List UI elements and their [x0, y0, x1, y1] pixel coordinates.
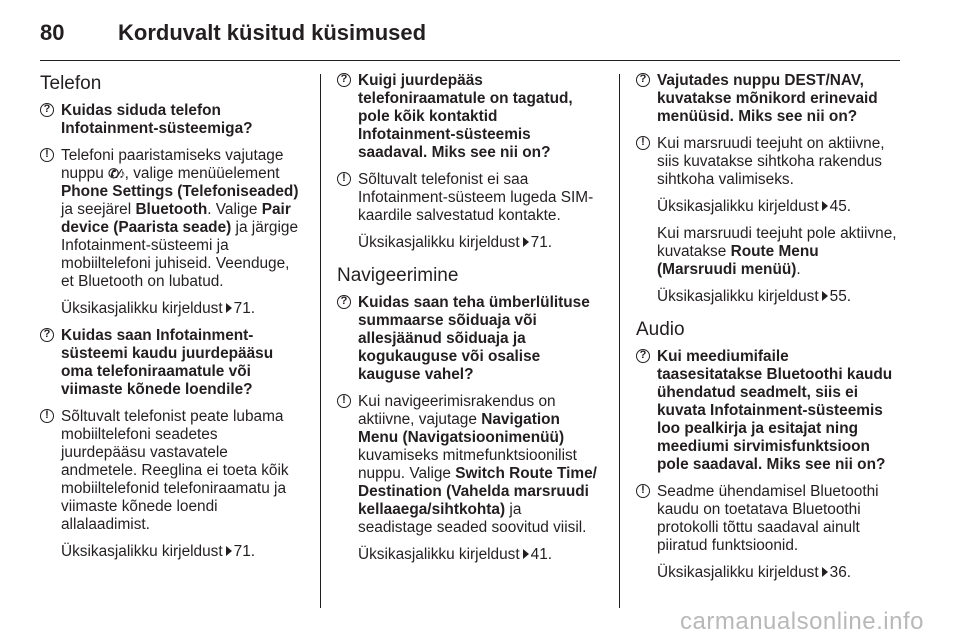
page-arrow-icon: [822, 201, 828, 211]
answer-item: ! Sõltuvalt telefonist ei saa Infotainment-süsteem lugeda SIM-kaardile salvestatud kontakte.: [337, 171, 599, 225]
reference-text: Üksikasjalikku kirjeldust 55.: [657, 288, 852, 305]
question-icon: ?: [40, 102, 61, 120]
question-item: ? Kuidas siduda telefon Infotainment-süsteemiga?: [40, 102, 302, 138]
exclamation-icon: !: [636, 135, 657, 153]
reference-text: Üksikasjalikku kirjeldust 71.: [358, 234, 553, 251]
exclamation-icon: !: [40, 408, 61, 426]
column-2: [337, 72, 599, 573]
question-icon: ?: [337, 294, 358, 312]
exclamation-icon: !: [337, 393, 358, 411]
reference-text: Üksikasjalikku kirjeldust 45.: [657, 198, 852, 215]
answer-item: ! Seadme ühendamisel Bluetoothi kaudu on toetatava Bluetoothi protokolli tõttu saadaval ainult piiratud funktsioonid.: [636, 483, 898, 555]
column-3: [636, 72, 898, 591]
question-item: ? Kui meediumifaile taasesitatakse Bluetoothi kaudu ühendatud seadmelt, siis ei kuvata Infotainment-süsteemis loo pealkirja ja esitajat ning meediumi sirvimisfunktsioon pole saadaval. Miks see nii on?: [636, 348, 898, 474]
page-arrow-icon: [822, 567, 828, 577]
page-number: 80: [40, 20, 65, 45]
question-item: ? Kuidas saan Infotainment-süsteemi kaudu juurdepääsu oma telefoniraamatule või viimaste kõnede loendile?: [40, 327, 302, 399]
section-title-navigeerimine: Navigeerimine: [337, 265, 459, 286]
page-title: Korduvalt küsitud küsimused: [118, 20, 427, 45]
section-title-telefon: Telefon: [40, 73, 102, 94]
section-title-audio: Audio: [636, 319, 685, 340]
reference-text: Üksikasjalikku kirjeldust 41.: [358, 546, 553, 563]
exclamation-icon: !: [636, 483, 657, 501]
page-arrow-icon: [523, 549, 529, 559]
column-divider: [320, 74, 321, 608]
reference-text: Üksikasjalikku kirjeldust 71.: [61, 300, 256, 317]
page-arrow-icon: [523, 237, 529, 247]
header-rule: [40, 60, 900, 61]
question-item: ? Vajutades nuppu DEST/NAV, kuvatakse mõnikord erinevaid menüüsid. Miks see nii on?: [636, 72, 898, 126]
column-1: [40, 72, 302, 570]
watermark: carmanualsonline.info: [680, 608, 924, 635]
page-arrow-icon: [226, 303, 232, 313]
reference-text: Üksikasjalikku kirjeldust 36.: [657, 564, 852, 581]
exclamation-icon: !: [40, 147, 61, 165]
question-icon: ?: [636, 348, 657, 366]
page-header: [40, 18, 426, 48]
answer-item: ! Kui navigeerimisrakendus on aktiivne, vajutage Navigation Menu (Navigatsioonimenüü) kuvamiseks mitmefunktsioonilist nuppu. Valige Switch Route Time/ Destination (Vahelda marsruudi kellaaega/sihtkohta) ja seadistage seaded soovitud viisil.: [337, 393, 599, 537]
column-divider: [619, 74, 620, 608]
answer-item: ! Telefoni paaristamiseks vajutage nuppu ✆⁄♪, valige menüüelement Phone Settings (Telefoniseaded) ja seejärel Bluetooth. Valige Pair device (Paarista seade) ja järgige Infotainment-süsteemi ja mobiiltelefoni juhiseid. Veenduge, et Bluetooth on lubatud.: [40, 147, 302, 291]
reference-text: Üksikasjalikku kirjeldust 71.: [61, 543, 256, 560]
phone-icon: ✆⁄♪: [108, 166, 125, 181]
question-icon: ?: [636, 72, 657, 90]
answer-item: ! Sõltuvalt telefonist peate lubama mobiiltelefoni seadetes juurdepääsu vastavatele andmetele. Reeglina ei toeta kõik mobiiltelefonid telefoniraamatu ja viimaste kõnede loendi allalaadimist.: [40, 408, 302, 534]
answer-continuation: Kui marsruudi teejuht pole aktiivne, kuvatakse Route Menu (Marsruudi menüü).: [657, 225, 897, 278]
exclamation-icon: !: [337, 171, 358, 189]
question-item: ? Kuidas saan teha ümberlülituse summaarse sõiduaja või allesjäänud sõiduaja ja kogukauguse või osalise kauguse vahel?: [337, 294, 599, 384]
question-icon: ?: [337, 72, 358, 90]
answer-item: ! Kui marsruudi teejuht on aktiivne, siis kuvatakse sihtkoha rakendus sihtkoha valimiseks.: [636, 135, 898, 189]
page-arrow-icon: [226, 546, 232, 556]
page-arrow-icon: [822, 291, 828, 301]
question-icon: ?: [40, 327, 61, 345]
question-item: ? Kuigi juurdepääs telefoniraamatule on tagatud, pole kõik kontaktid Infotainment-süsteemis saadaval. Miks see nii on?: [337, 72, 599, 162]
